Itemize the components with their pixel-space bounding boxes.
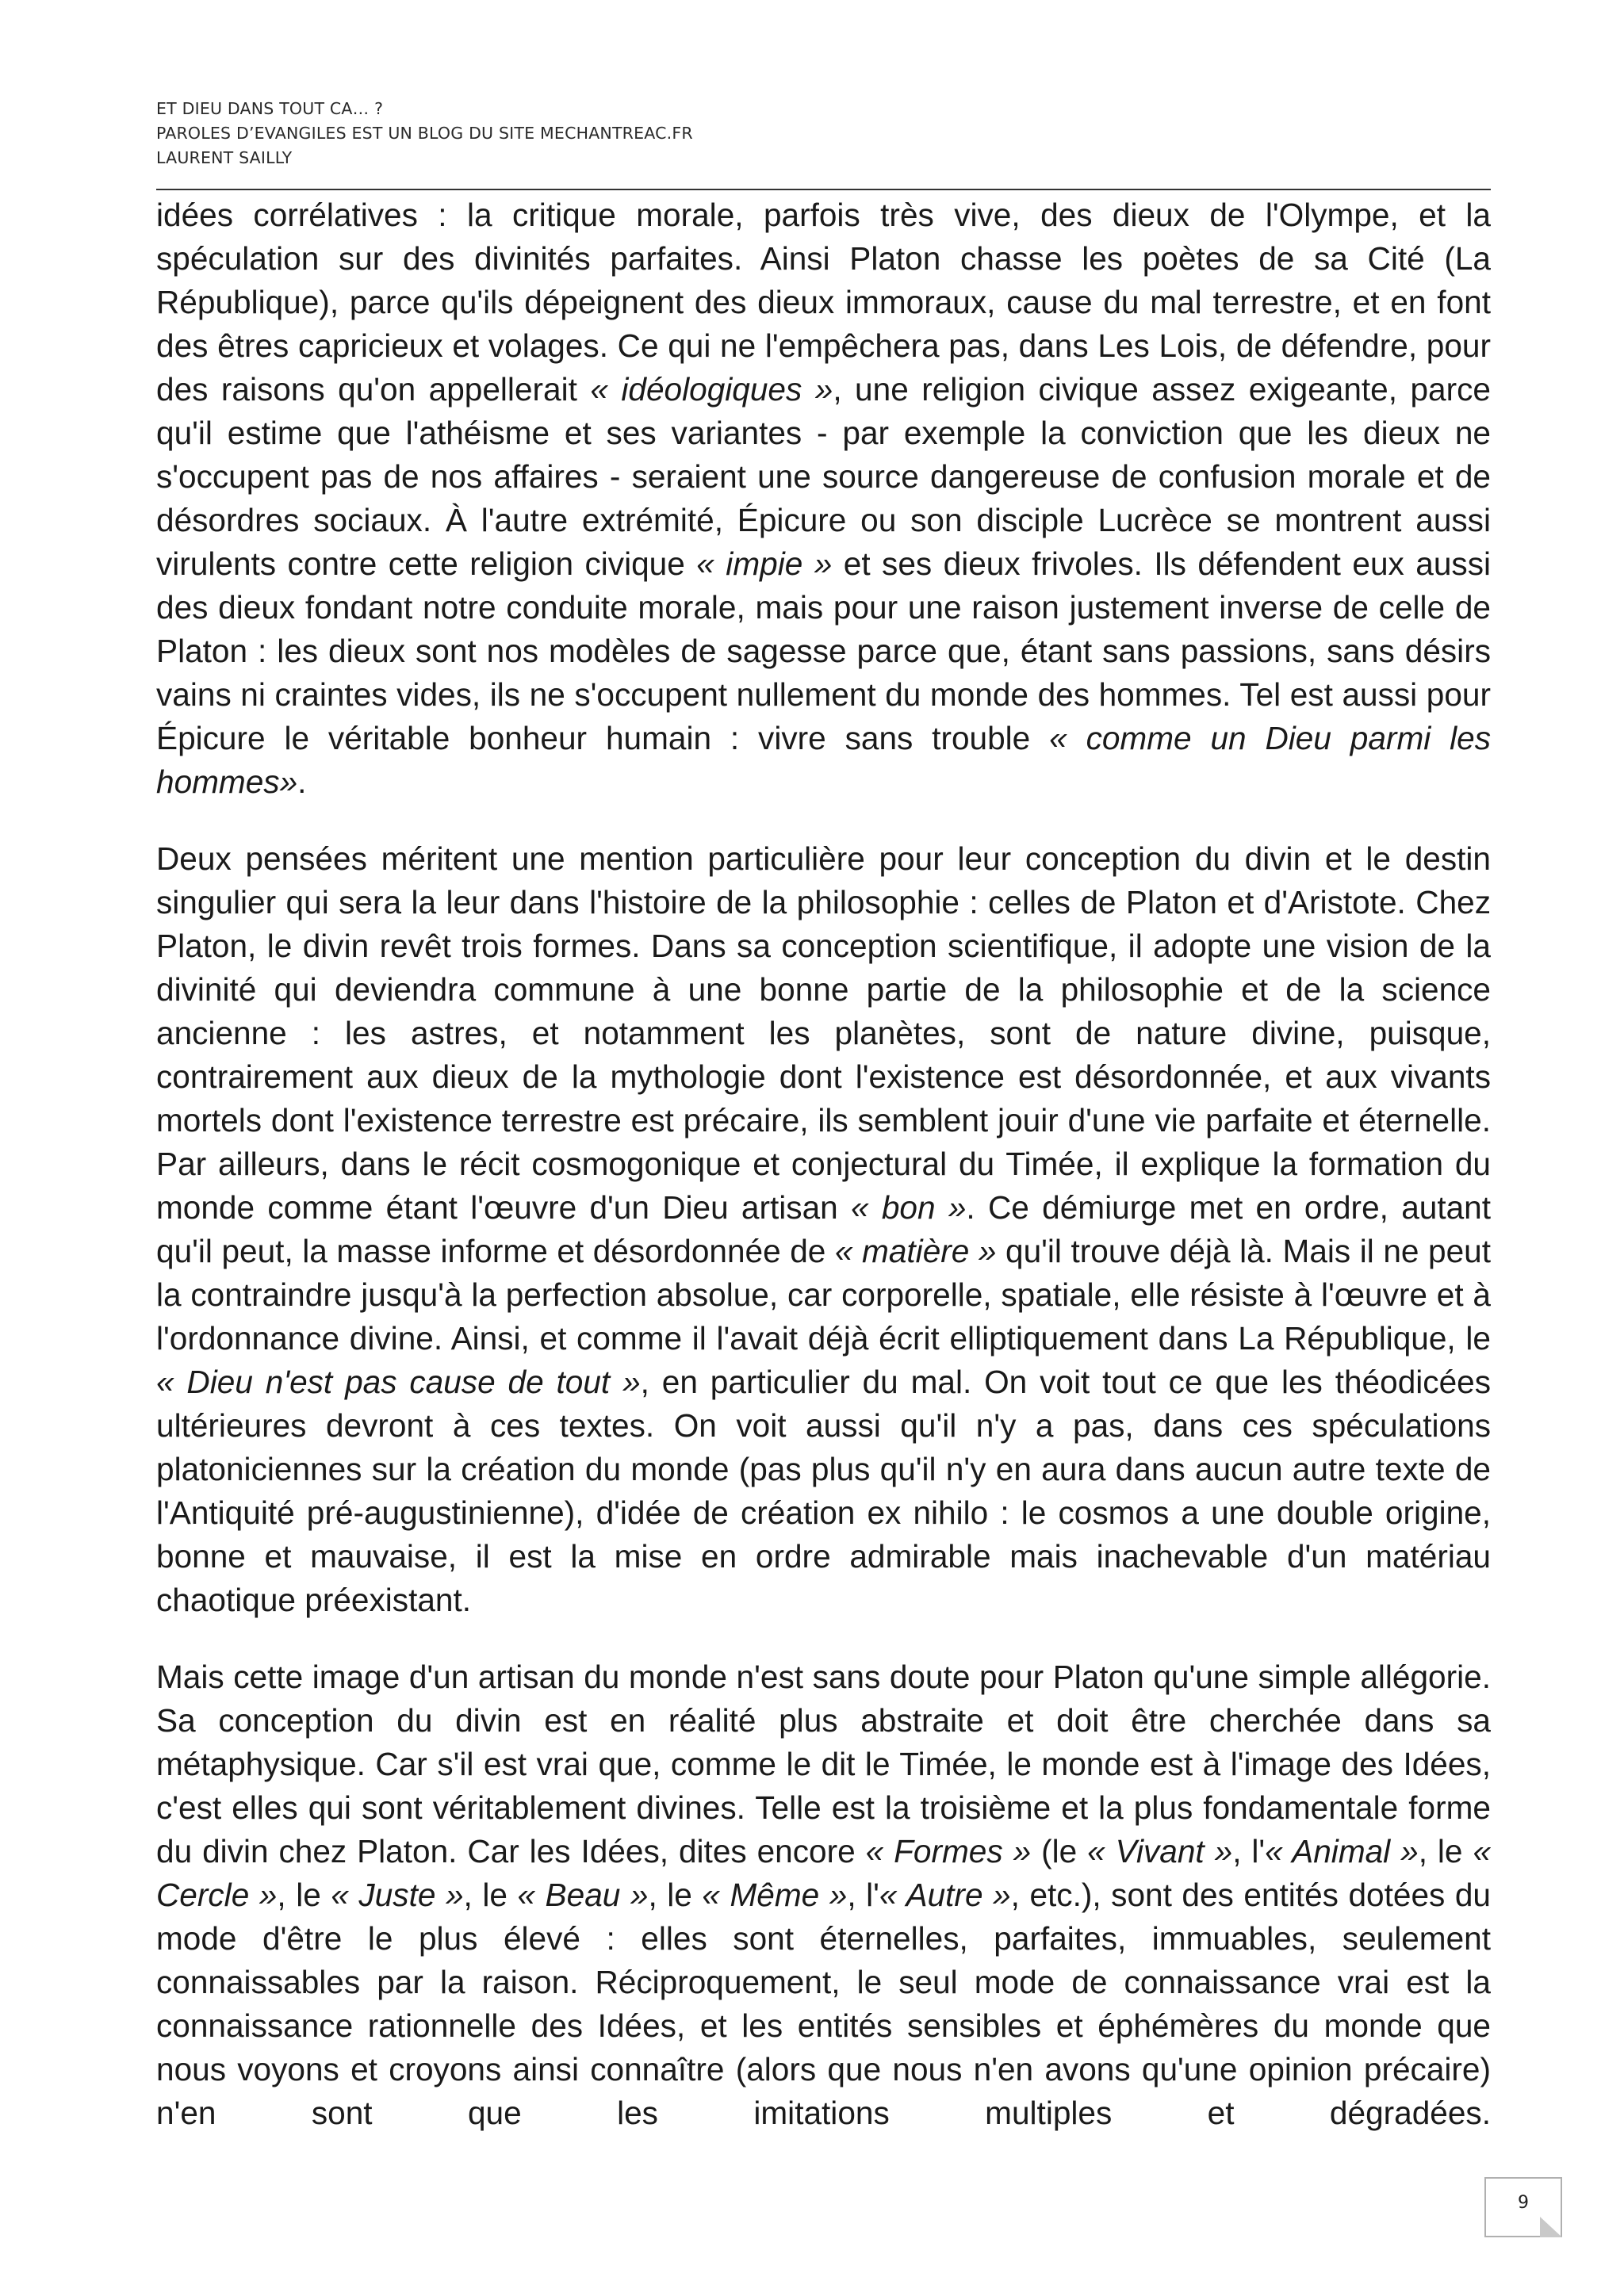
text-run: qu'il trouve déjà là. Mais il ne peut la contraindre jusqu'à la perfection absolue, car corporelle, spatiale, elle résiste à l'œuvre et à l'ordonnance divine. Ainsi, et comme il l'avait déjà écrit elliptiquement dans La République, le — [156, 1233, 1491, 1357]
italic-quote: « comme un Dieu parmi les hommes» — [156, 720, 1491, 800]
header-subtitle: PAROLES D’EVANGILES EST UN BLOG DU SITE MECHANTREAC.FR — [156, 124, 693, 143]
italic-quote: « Même » — [702, 1877, 848, 1913]
italic-quote: « bon » — [851, 1189, 967, 1226]
page-number: 9 — [1518, 2193, 1529, 2213]
italic-quote: « Animal » — [1265, 1833, 1419, 1869]
italic-quote: « Beau » — [517, 1877, 649, 1913]
header-title: ET DIEU DANS TOUT CA… ? — [156, 99, 384, 118]
text-run: , le — [1418, 1833, 1473, 1869]
text-run: , l' — [847, 1877, 879, 1913]
italic-quote: « idéologiques » — [590, 371, 833, 408]
header-author: LAURENT SAILLY — [156, 148, 293, 167]
text-run: idées corrélatives : la critique morale, parfois très vive, des dieux de l'Olympe, et la spéculation sur des divinités parfaites. Ainsi Platon chasse les poètes de sa Cité (La République), parce qu'ils dépeignent des dieux immoraux, cause du mal terrestre, et en font des êtres capricieux et volages. Ce qui ne l'empêchera pas, dans Les Lois, de défendre, pour des raisons qu'on appellerait — [156, 197, 1491, 408]
text-run: , le — [277, 1877, 331, 1913]
italic-quote: « matière » — [834, 1233, 997, 1269]
running-header — [156, 97, 1491, 170]
text-run: , en particulier du mal. On voit tout ce que les théodicées ultérieures devront à ces textes. On voit aussi qu'il n'y a pas, dans ces spéculations platoniciennes sur la création du monde (pas plus qu'il n'y en aura dans aucun autre texte de l'Antiquité pré-augustinienne), d'idée de création ex nihilo : le cosmos a une double origine, bonne et mauvaise, il est la mise en ordre admirable mais inachevable d'un matériau chaotique préexistant. — [156, 1364, 1491, 1618]
italic-quote: « Cercle » — [156, 1833, 1492, 1913]
paragraph — [156, 193, 1491, 804]
document-body — [156, 193, 1491, 2135]
text-run: , etc.), sont des entités dotées du mode d'être le plus élevé : elles sont éternelles, parfaites, immuables, seulement connaissables par la raison. Réciproquement, le seul mode de connaissance vrai est la connaissance rationnelle des Idées, et les entités sensibles et éphémères du monde que nous voyons et croyons ainsi connaître (alors que nous n'en avons qu'une opinion précaire) n'en sont que les imitations multiples et dégradées. — [156, 1877, 1491, 2131]
italic-quote: « Vivant » — [1087, 1833, 1233, 1869]
italic-quote: « Juste » — [331, 1877, 464, 1913]
text-run: , une religion civique assez exigeante, parce qu'il estime que l'athéisme et ses variantes - par exemple la conviction que les dieux ne s'occupent pas de nos affaires - seraient une source dangereuse de confusion morale et de désordres sociaux. À l'autre extrémité, Épicure ou son disciple Lucrèce se montrent aussi virulents contre cette religion civique — [156, 371, 1491, 582]
header-divider — [156, 189, 1491, 190]
italic-quote: « Dieu n'est pas cause de tout » — [156, 1364, 641, 1400]
italic-quote: « Formes » — [865, 1833, 1032, 1869]
text-run: Mais cette image d'un artisan du monde n'est sans doute pour Platon qu'une simple allégorie. Sa conception du divin est en réalité plus abstraite et doit être cherchée dans sa métaphysique. Car s'il est vrai que, comme le dit le Timée, le monde est à l'image des Idées, c'est elles qui sont véritablement divines. Telle est la troisième et la plus fondamentale forme du divin chez Platon. Car les Idées, dites encore — [156, 1659, 1491, 1869]
paragraph — [156, 837, 1491, 1622]
page-curl-icon — [1540, 2217, 1562, 2237]
text-run: . — [297, 763, 307, 800]
text-run: , le — [648, 1877, 703, 1913]
text-run: , le — [463, 1877, 518, 1913]
text-run: (le — [1031, 1833, 1088, 1869]
paragraph — [156, 1655, 1491, 2135]
page-number-box — [1484, 2177, 1562, 2237]
italic-quote: « Autre » — [879, 1877, 1011, 1913]
italic-quote: « impie » — [696, 545, 833, 582]
text-run: Deux pensées méritent une mention particulière pour leur conception du divin et le destin singulier qui sera la leur dans l'histoire de la philosophie : celles de Platon et d'Aristote. Chez Platon, le divin revêt trois formes. Dans sa conception scientifique, il adopte une vision de la divinité qui deviendra commune à une bonne partie de la philosophie et de la science ancienne : les astres, et notamment les planètes, sont de nature divine, puisque, contrairement aux dieux de la mythologie dont l'existence est désordonnée, et aux vivants mortels dont l'existence terrestre est précaire, ils semblent jouir d'une vie parfaite et éternelle. Par ailleurs, dans le récit cosmogonique et conjectural du Timée, il explique la formation du monde comme étant l'œuvre d'un Dieu artisan — [156, 840, 1491, 1226]
text-run: . Ce démiurge met en ordre, autant qu'il peut, la masse informe et désordonnée de — [156, 1189, 1492, 1269]
text-run: , l' — [1232, 1833, 1266, 1869]
text-run: et ses dieux frivoles. Ils défendent eux aussi des dieux fondant notre conduite morale, mais pour une raison justement inverse de celle de Platon : les dieux sont nos modèles de sagesse parce que, étant sans passions, sans désirs vains ni craintes vides, ils ne s'occupent nullement du monde des hommes. Tel est aussi pour Épicure le véritable bonheur humain : vivre sans trouble — [156, 545, 1491, 756]
